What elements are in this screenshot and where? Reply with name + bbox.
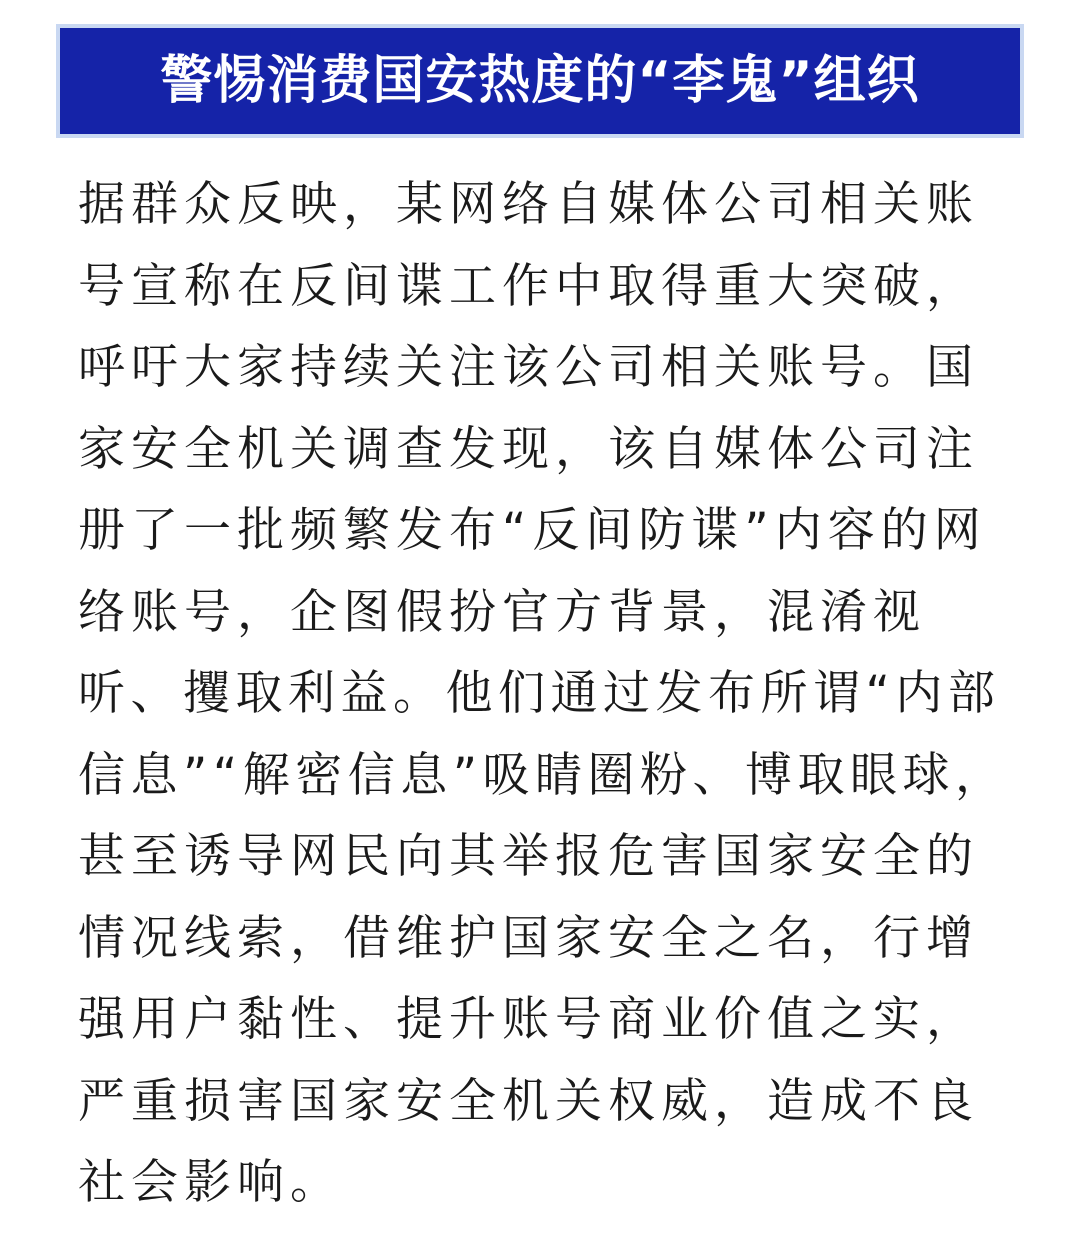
body-line-11: 强用户黏性、提升账号商业价值之实， bbox=[78, 992, 979, 1047]
body-line-9: 甚至诱导网民向其举报危害国家安全的 bbox=[78, 829, 979, 884]
article-title: 警惕消费国安热度的“李鬼”组织 bbox=[160, 51, 920, 111]
body-line-5: 册了一批频繁发布“反间防谍”内容的网 bbox=[78, 503, 987, 558]
body-line-3: 呼吁大家持续关注该公司相关账号。国 bbox=[78, 340, 979, 395]
body-line-13: 社会影响。 bbox=[78, 1155, 343, 1210]
body-line-1: 据群众反映，某网络自媒体公司相关账 bbox=[78, 177, 979, 232]
body-line-8: 信息”“解密信息”吸睛圈粉、博取眼球， bbox=[78, 747, 1008, 803]
body-line-2: 号宣称在反间谍工作中取得重大突破， bbox=[78, 258, 979, 314]
body-line-10: 情况线索，借维护国家安全之名，行增 bbox=[78, 910, 979, 966]
article-body bbox=[78, 164, 1008, 1224]
body-line-6: 络账号，企图假扮官方背景，混淆视 bbox=[78, 584, 926, 640]
body-line-7: 听、攫取利益。他们通过发布所谓“内部 bbox=[78, 666, 1001, 721]
title-banner bbox=[56, 24, 1024, 138]
body-line-12: 严重损害国家安全机关权威，造成不良 bbox=[78, 1073, 979, 1129]
body-line-4: 家安全机关调查发现，该自媒体公司注 bbox=[78, 421, 979, 477]
